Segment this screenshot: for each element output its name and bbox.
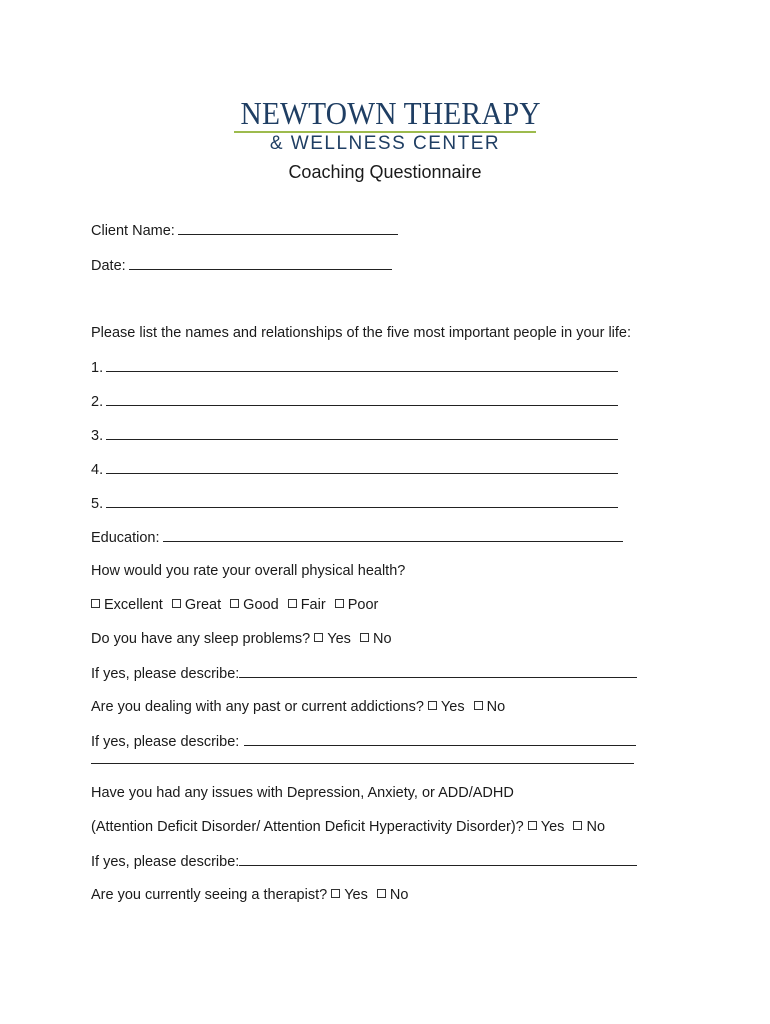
mental-no-option[interactable]: No [573, 819, 605, 835]
checkbox[interactable] [230, 599, 239, 608]
addictions-describe-field[interactable] [244, 732, 636, 746]
date-row [91, 256, 392, 275]
person-row-3 [91, 426, 618, 445]
checkbox[interactable] [314, 633, 323, 642]
person-number: 4. [91, 462, 104, 478]
therapist-no-option[interactable]: No [377, 887, 409, 903]
checkbox[interactable] [91, 599, 100, 608]
mental-describe-row [91, 852, 637, 871]
education-field[interactable] [163, 528, 623, 542]
sleep-describe-row [91, 664, 637, 683]
checkbox[interactable] [428, 701, 437, 710]
sleep-no-option[interactable]: No [360, 631, 392, 647]
checkbox[interactable] [377, 889, 386, 898]
therapist-question: Are you currently seeing a therapist? [91, 887, 328, 903]
mental-yes-option[interactable]: Yes [528, 819, 565, 835]
addictions-describe-extra-line[interactable] [91, 763, 634, 764]
date-label: Date: [91, 258, 126, 274]
person-row-4 [91, 460, 618, 479]
people-prompt: Please list the names and relationships of the five most important people in your life: [91, 325, 632, 341]
person-5-field[interactable] [106, 494, 618, 508]
health-question: How would you rate your overall physical health? [91, 563, 406, 579]
sleep-yes-option[interactable]: Yes [314, 631, 351, 647]
health-option-fair[interactable]: Fair [288, 597, 326, 613]
checkbox[interactable] [172, 599, 181, 608]
addictions-question: Are you dealing with any past or current addictions? [91, 699, 424, 715]
education-row [91, 528, 623, 547]
therapist-row [91, 886, 413, 904]
checkbox[interactable] [528, 821, 537, 830]
center-logo [228, 96, 542, 154]
addictions-yes-option[interactable]: Yes [428, 699, 465, 715]
health-option-great[interactable]: Great [172, 597, 221, 613]
health-option-excellent[interactable]: Excellent [91, 597, 163, 613]
logo-title: NEWTOWN THERAPY [240, 95, 541, 131]
person-1-field[interactable] [106, 358, 618, 372]
client-name-label: Client Name: [91, 223, 175, 239]
sleep-question: Do you have any sleep problems? [91, 631, 311, 647]
health-option-poor[interactable]: Poor [335, 597, 379, 613]
checkbox[interactable] [335, 599, 344, 608]
checkbox[interactable] [474, 701, 483, 710]
person-number: 5. [91, 496, 104, 512]
checkbox[interactable] [573, 821, 582, 830]
addictions-no-option[interactable]: No [474, 699, 506, 715]
page-title: Coaching Questionnaire [288, 162, 482, 182]
health-options [91, 596, 383, 614]
describe-label: If yes, please describe: [91, 854, 240, 870]
checkbox[interactable] [360, 633, 369, 642]
person-row-2 [91, 392, 618, 411]
mental-health-question: Have you had any issues with Depression, Anxiety, or ADD/ADHD [91, 785, 514, 801]
person-number: 3. [91, 428, 104, 444]
therapist-yes-option[interactable]: Yes [331, 887, 368, 903]
logo-subtitle: & WELLNESS CENTER [269, 133, 501, 154]
describe-label: If yes, please describe: [91, 666, 240, 682]
addictions-describe-row [91, 732, 636, 751]
addictions-row [91, 698, 510, 716]
person-number: 2. [91, 394, 104, 410]
mental-health-row [91, 818, 610, 836]
person-4-field[interactable] [106, 460, 618, 474]
checkbox[interactable] [331, 889, 340, 898]
person-row-1 [91, 358, 618, 377]
date-field[interactable] [129, 256, 392, 270]
education-label: Education: [91, 530, 160, 546]
client-name-row [91, 221, 398, 240]
mental-health-question-cont: (Attention Deficit Disorder/ Attention Deficit Hyperactivity Disorder)? [91, 819, 524, 835]
person-2-field[interactable] [106, 392, 618, 406]
mental-describe-field[interactable] [239, 852, 637, 866]
health-option-good[interactable]: Good [230, 597, 278, 613]
describe-label: If yes, please describe: [91, 734, 240, 750]
sleep-describe-field[interactable] [239, 664, 637, 678]
person-number: 1. [91, 360, 104, 376]
person-3-field[interactable] [106, 426, 618, 440]
checkbox[interactable] [288, 599, 297, 608]
person-row-5 [91, 494, 618, 513]
sleep-row [91, 630, 397, 648]
client-name-field[interactable] [178, 221, 398, 235]
